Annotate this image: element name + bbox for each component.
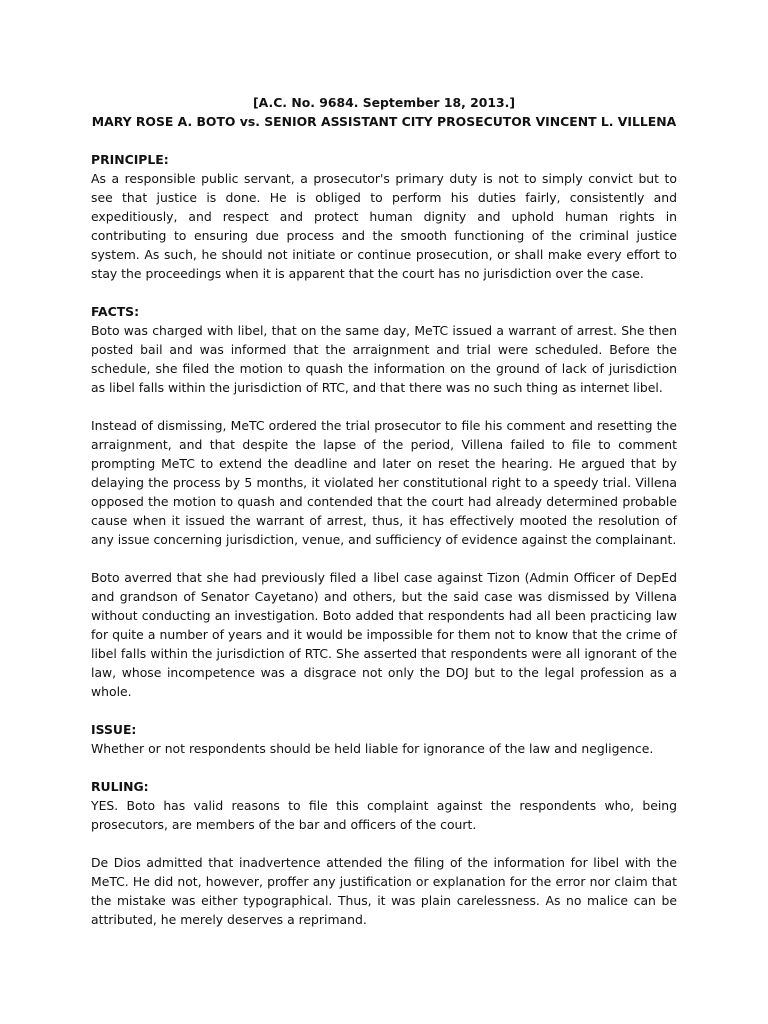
principle-text: As a responsible public servant, a prosecutor's primary duty is not to simply convict but to see that justice is done. He is obliged to perform his duties fairly, consistently and expeditiously, and respect and protect human dignity and uphold human rights in contributing to ensuring due process and the smooth functioning of the criminal justice system. As such, he should not initiate or continue prosecution, or shall make every effort to stay the proceedings when it is apparent that the court has no jurisdiction over the case.: [91, 171, 677, 281]
issue-heading: ISSUE:: [91, 722, 137, 737]
facts-paragraph: Instead of dismissing, MeTC ordered the trial prosecutor to file his comment and resetting the arraignment, and that despite the lapse of the period, Villena failed to file to comment prompting MeTC to extend the deadline and later on reset the hearing. He argued that by delaying the process by 5 months, it violated her constitutional right to a speedy trial. Villena opposed the motion to quash and contended that the court had already determined probable cause when it issued the warrant of arrest, thus, it has effectively mooted the resolution of any issue concerning jurisdiction, venue, and sufficiency of evidence against the complainant.: [91, 418, 677, 547]
ruling-paragraph: De Dios admitted that inadvertence attended the filing of the information for libel with the MeTC. He did not, however, proffer any justification or explanation for the error nor claim that the mistake was either typographical. Thus, it was plain carelessness. As no malice can be attributed, he merely deserves a reprimand.: [91, 855, 677, 927]
issue-section: [91, 720, 677, 758]
document-page: [91, 93, 677, 929]
facts-paragraph: Boto averred that she had previously filed a libel case against Tizon (Admin Officer of DepEd and grandson of Senator Cayetano) and others, but the said case was dismissed by Villena without conducting an investigation. Boto added that respondents had all been practicing law for quite a number of years and it would be impossible for them not to know that the crime of libel falls within the jurisdiction of RTC. She asserted that respondents were all ignorant of the law, whose incompetence was a disgrace not only the DOJ but to the legal profession as a whole.: [91, 570, 677, 699]
principle-section: [91, 150, 677, 283]
facts-paragraph: Boto was charged with libel, that on the same day, MeTC issued a warrant of arrest. She then posted bail and was informed that the arraignment and trial were scheduled. Before the schedule, she filed the motion to quash the information on the ground of lack of jurisdiction as libel falls within the jurisdiction of RTC, and that there was no such thing as internet libel.: [91, 323, 677, 395]
facts-heading: FACTS:: [91, 304, 140, 319]
issue-text: Whether or not respondents should be held liable for ignorance of the law and negligence.: [91, 741, 654, 756]
ruling-paragraph: YES. Boto has valid reasons to file this complaint against the respondents who, being prosecutors, are members of the bar and officers of the court.: [91, 798, 677, 832]
case-header: [91, 93, 677, 131]
principle-heading: PRINCIPLE:: [91, 152, 169, 167]
ruling-heading: RULING:: [91, 779, 149, 794]
facts-section: [91, 302, 677, 701]
case-title: MARY ROSE A. BOTO vs. SENIOR ASSISTANT CITY PROSECUTOR VINCENT L. VILLENA: [91, 114, 677, 129]
ruling-section: [91, 777, 677, 929]
case-number: [A.C. No. 9684. September 18, 2013.]: [253, 95, 515, 110]
